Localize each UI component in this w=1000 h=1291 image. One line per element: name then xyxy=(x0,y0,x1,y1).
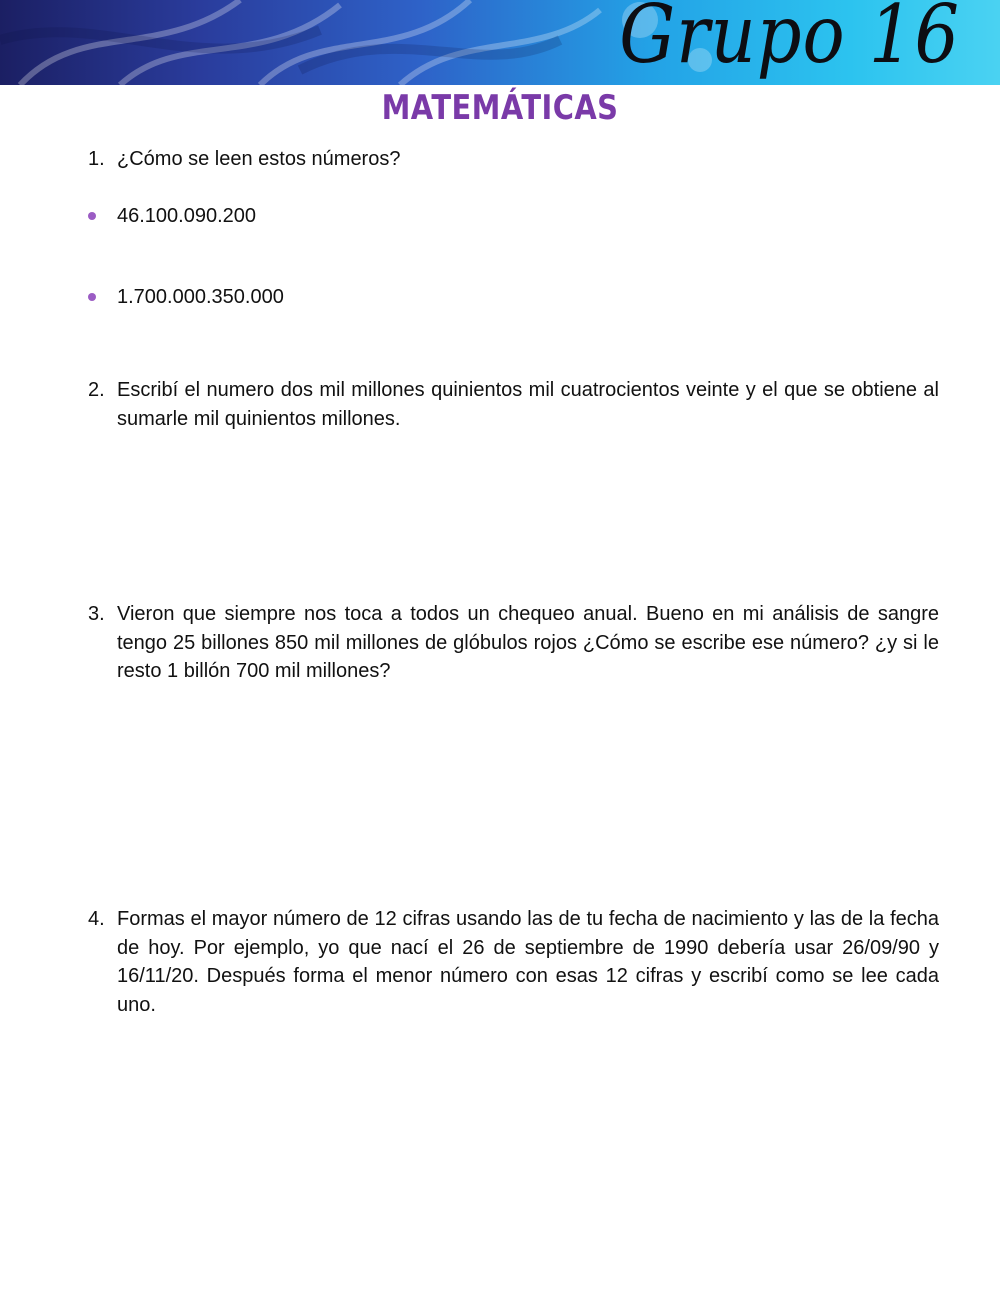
question-number: 2. xyxy=(88,379,105,401)
question-3 xyxy=(88,600,939,686)
header-banner xyxy=(0,0,1000,85)
question-text: Vieron que siempre nos toca a todos un chequeo anual. Bueno en mi análisis de sangre tengo 25 billones 850 mil millones de glóbulos rojos ¿Cómo se escribe ese número? ¿y si le resto 1 billón 700 mil millones? xyxy=(117,603,939,682)
question-4 xyxy=(88,905,939,1019)
question-text: Escribí el numero dos mil millones quinientos mil cuatrocientos veinte y el que se obtiene al sumarle mil quinientos millones. xyxy=(117,379,939,430)
brand-logo: Grupo 16 xyxy=(619,0,960,82)
question-2 xyxy=(88,376,939,433)
question-1 xyxy=(88,145,939,174)
question-number: 3. xyxy=(88,603,105,625)
bullet-icon xyxy=(88,293,96,301)
number-value: 46.100.090.200 xyxy=(117,205,257,227)
list-item xyxy=(88,283,284,311)
number-value: 1.700.000.350.000 xyxy=(117,286,284,308)
question-text: Formas el mayor número de 12 cifras usando las de tu fecha de nacimiento y las de la fecha de hoy. Por ejemplo, yo que nací el 26 de septiembre de 1990 debería usar 26/09/90 y 16/11/20. Después forma el menor número con esas 12 cifras y escribí como se lee cada uno. xyxy=(117,908,939,1016)
page-title: MATEMÁTICAS xyxy=(381,88,619,128)
bullet-icon xyxy=(88,212,96,220)
question-number: 4. xyxy=(88,908,105,930)
question-number: 1. xyxy=(88,148,105,170)
question-text: ¿Cómo se leen estos números? xyxy=(117,148,401,170)
list-item xyxy=(88,202,256,230)
